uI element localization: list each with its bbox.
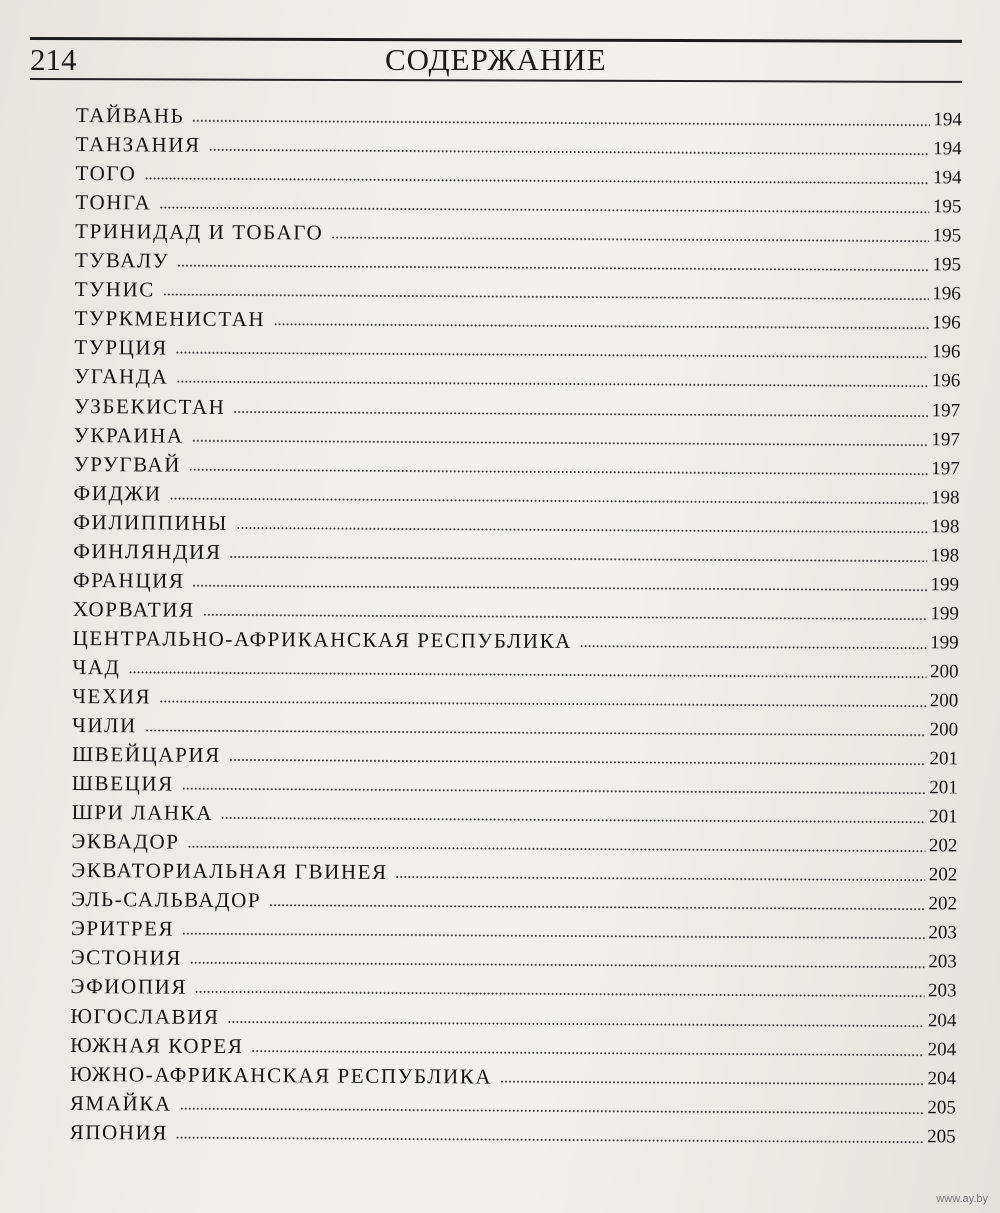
toc-entry-label: ФИНЛЯНДИЯ bbox=[73, 538, 222, 564]
dot-leader bbox=[180, 1106, 924, 1115]
dot-leader bbox=[144, 177, 929, 186]
dot-leader bbox=[580, 644, 927, 650]
toc-entry-page-number: 201 bbox=[929, 748, 959, 770]
dot-leader bbox=[177, 264, 929, 273]
toc-entry-label: ЯМАЙКА bbox=[69, 1090, 172, 1116]
toc-entry-label: ЮЖНАЯ КОРЕЯ bbox=[70, 1032, 244, 1058]
dot-leader bbox=[182, 787, 926, 796]
dot-leader bbox=[192, 438, 928, 446]
dot-leader bbox=[251, 1049, 924, 1057]
toc-entry-page-number: 196 bbox=[932, 312, 961, 334]
toc-entry-page-number: 194 bbox=[933, 138, 962, 160]
dot-leader bbox=[229, 555, 927, 563]
toc-entry bbox=[73, 505, 959, 539]
toc-entry-label: ЭФИОПИЯ bbox=[70, 974, 188, 1000]
dot-leader bbox=[192, 584, 927, 592]
toc-entry bbox=[70, 1027, 956, 1061]
toc-entry-page-number: 200 bbox=[929, 661, 959, 683]
toc-entry bbox=[72, 795, 958, 829]
dot-leader bbox=[236, 526, 927, 534]
dot-leader bbox=[500, 1079, 924, 1086]
toc-entry-label: УКРАИНА bbox=[73, 422, 184, 448]
toc-entry-page-number: 202 bbox=[928, 893, 958, 915]
dot-leader bbox=[331, 236, 929, 244]
toc-entry-page-number: 199 bbox=[930, 603, 959, 625]
page-number: 214 bbox=[30, 42, 77, 77]
toc-entry-page-number: 195 bbox=[932, 254, 962, 276]
dot-leader bbox=[227, 1019, 924, 1027]
toc-entry-label: ЦЕНТРАЛЬНО-АФРИКАНСКАЯ РЕСПУБЛИКА bbox=[72, 625, 573, 653]
toc-entry-page-number: 198 bbox=[930, 544, 960, 567]
toc-entry-page-number: 199 bbox=[930, 632, 959, 654]
toc-entry-page-number: 197 bbox=[931, 399, 961, 421]
toc-entry-label: ШВЕЙЦАРИЯ bbox=[71, 742, 221, 767]
dot-leader bbox=[273, 323, 928, 331]
toc-entry-page-number: 197 bbox=[931, 457, 960, 480]
dot-leader bbox=[170, 496, 928, 505]
toc-entry-label: ЭЛЬ-САЛЬВАДОР bbox=[71, 887, 262, 913]
dot-leader bbox=[190, 961, 925, 969]
dot-leader bbox=[195, 990, 925, 998]
toc-entry-page-number: 203 bbox=[928, 951, 957, 973]
running-title: СОДЕРЖАНИЕ bbox=[385, 42, 607, 77]
toc-entry-label: ТУВАЛУ bbox=[74, 248, 170, 273]
toc-entry-label: ЭКВАТОРИАЛЬНАЯ ГВИНЕЯ bbox=[71, 858, 388, 885]
toc-entry-page-number: 201 bbox=[929, 806, 958, 828]
toc-entry-page-number: 195 bbox=[932, 225, 962, 247]
toc-entry-label: ФРАНЦИЯ bbox=[72, 567, 185, 593]
toc-entry bbox=[75, 301, 961, 335]
dot-leader bbox=[221, 816, 926, 824]
page-header bbox=[30, 40, 960, 80]
dot-leader bbox=[176, 351, 929, 360]
toc-entry-page-number: 195 bbox=[932, 196, 962, 218]
toc-entry-label: ФИДЖИ bbox=[73, 480, 162, 506]
toc-entry bbox=[70, 1115, 956, 1149]
dot-leader bbox=[189, 467, 928, 476]
toc-entry bbox=[70, 998, 956, 1032]
toc-entry-page-number: 201 bbox=[929, 777, 958, 799]
toc-entry-label: УГАНДА bbox=[74, 364, 169, 390]
toc-entry-page-number: 199 bbox=[930, 574, 960, 596]
dot-leader bbox=[233, 409, 928, 417]
toc-entry-label: УРУГВАЙ bbox=[73, 451, 182, 477]
toc-entry-label: ТАЙВАНЬ bbox=[75, 103, 185, 128]
dot-leader bbox=[176, 1135, 924, 1144]
toc-entry-page-number: 197 bbox=[931, 428, 960, 450]
toc-entry-page-number: 196 bbox=[931, 341, 961, 363]
toc-entry-label: ЭКВАДОР bbox=[71, 829, 180, 854]
toc-entry-page-number: 200 bbox=[929, 719, 959, 741]
toc-entry bbox=[70, 1057, 956, 1091]
toc-entry-page-number: 196 bbox=[932, 283, 961, 305]
dot-leader bbox=[176, 380, 928, 389]
toc-entry-label: ЭСТОНИЯ bbox=[70, 945, 182, 971]
toc-entry-page-number: 205 bbox=[927, 1096, 956, 1119]
dot-leader bbox=[396, 875, 926, 882]
toc-entry-page-number: 198 bbox=[930, 515, 960, 538]
dot-leader bbox=[192, 119, 930, 128]
toc-entry-label: ТУНИС bbox=[74, 277, 155, 302]
toc-entry bbox=[73, 621, 959, 655]
toc-entry-label: ЮЖНО-АФРИКАНСКАЯ РЕСПУБЛИКА bbox=[69, 1061, 493, 1089]
dot-leader bbox=[203, 613, 927, 621]
toc-entry-label: ТУРЦИЯ bbox=[74, 335, 168, 360]
toc-entry-page-number: 204 bbox=[927, 1067, 957, 1089]
dot-leader bbox=[269, 904, 925, 912]
toc-entry-page-number: 202 bbox=[928, 864, 958, 886]
dot-leader bbox=[229, 758, 926, 766]
toc-entry-label: ЮГОСЛАВИЯ bbox=[70, 1003, 220, 1029]
dot-leader bbox=[163, 293, 929, 302]
toc-entry-label: ТРИНИДАД И ТОБАГО bbox=[75, 219, 324, 245]
toc-entry-page-number: 200 bbox=[929, 690, 959, 712]
toc-entry-label: ЧИЛИ bbox=[72, 713, 137, 738]
toc-entry bbox=[74, 388, 960, 422]
toc-entry-page-number: 194 bbox=[932, 167, 962, 189]
toc-entry-label: ЭРИТРЕЯ bbox=[70, 916, 175, 941]
toc-entry-label: ХОРВАТИЯ bbox=[72, 596, 195, 622]
toc-entry bbox=[73, 534, 959, 568]
toc-entry-label: ШРИ ЛАНКА bbox=[71, 800, 214, 826]
dot-leader bbox=[209, 148, 930, 156]
table-of-contents bbox=[70, 98, 962, 1149]
toc-entry-label: ШВЕЦИЯ bbox=[71, 771, 174, 796]
watermark: www.ay.by bbox=[936, 1193, 988, 1205]
dot-leader bbox=[145, 728, 926, 737]
dot-leader bbox=[182, 932, 925, 941]
toc-entry-page-number: 196 bbox=[931, 370, 961, 392]
toc-entry-label: ТУРКМЕНИСТАН bbox=[74, 306, 266, 332]
toc-entry bbox=[75, 214, 961, 248]
toc-entry bbox=[71, 882, 957, 916]
dot-leader bbox=[188, 845, 926, 854]
toc-entry-label: ТАНЗАНИЯ bbox=[75, 132, 201, 157]
toc-entry-page-number: 204 bbox=[927, 1009, 957, 1031]
toc-entry bbox=[72, 737, 958, 771]
dot-leader bbox=[128, 670, 926, 679]
toc-entry-label: ФИЛИППИНЫ bbox=[73, 509, 229, 535]
toc-entry-label: ЧЕХИЯ bbox=[72, 683, 152, 709]
toc-entry-page-number: 202 bbox=[928, 835, 958, 857]
toc-entry-label: ЯПОНИЯ bbox=[69, 1119, 169, 1145]
toc-entry-page-number: 194 bbox=[933, 109, 962, 131]
toc-entry bbox=[76, 127, 962, 161]
toc-entry-label: УЗБЕКИСТАН bbox=[74, 393, 226, 419]
toc-entry-page-number: 204 bbox=[927, 1038, 957, 1060]
toc-entry-page-number: 203 bbox=[927, 980, 957, 1002]
toc-entry-label: ЧАД bbox=[72, 654, 121, 680]
toc-entry-page-number: 205 bbox=[927, 1125, 956, 1148]
toc-entry-label: ТОГО bbox=[75, 161, 137, 186]
dot-leader bbox=[159, 206, 929, 215]
toc-entry-label: ТОНГА bbox=[75, 190, 152, 215]
toc-entry-page-number: 203 bbox=[928, 922, 957, 944]
toc-entry-page-number: 198 bbox=[931, 486, 960, 509]
toc-entry bbox=[71, 853, 957, 887]
dot-leader bbox=[159, 700, 926, 709]
